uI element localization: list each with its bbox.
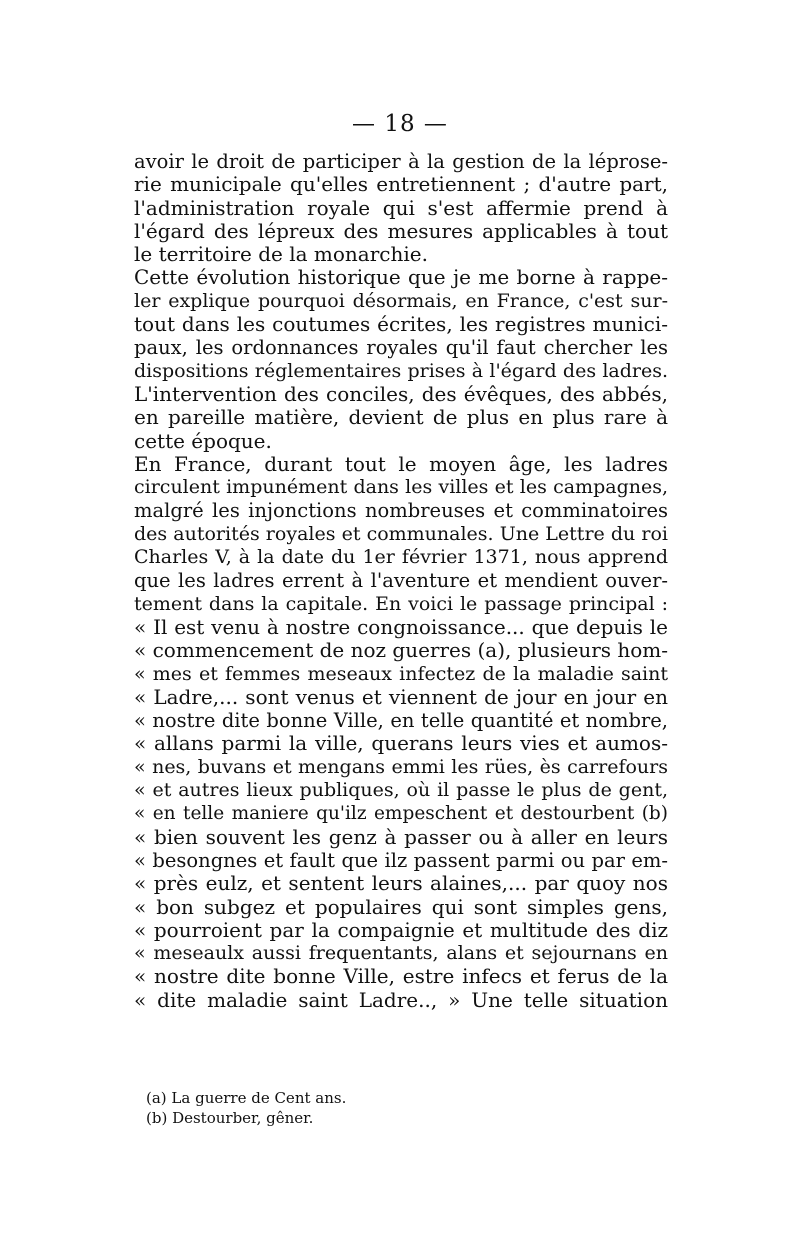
text-line: dispositions réglementaires prises à l'égard des ladres. <box>134 359 668 382</box>
text-line: des autorités royales et communales. Une Lettre du roi <box>134 522 668 545</box>
footnote-a: (a) La guerre de Cent ans. <box>146 1089 347 1107</box>
text-line: « nes, buvans et mengans emmi les rües, ès carrefours <box>134 755 668 778</box>
text-line: « pourroient par la compaignie et multitude des diz <box>134 917 668 942</box>
text-line: avoir le droit de participer à la gestion de la léprose- <box>134 150 668 173</box>
text-line: « et autres lieux publiques, où il passe le plus de gent, <box>134 779 668 802</box>
text-line: que les ladres errent à l'aventure et mendient ouver- <box>134 569 668 593</box>
text-line: « en telle maniere qu'ilz empeschent et destourbent (b) <box>134 803 668 825</box>
text-line: en pareille matière, devient de plus en plus rare à <box>134 405 668 430</box>
footnote-b: (b) Destourber, gêner. <box>146 1109 314 1127</box>
text-line: « meseaulx aussi frequentants, alans et sejournans en <box>134 942 668 965</box>
text-line: cette époque. <box>134 428 272 453</box>
text-line: « près eulz, et sentent leurs alaines,... par quoy nos <box>134 871 668 896</box>
text-line: « nostre dite bonne Ville, en telle quantité et nombre, <box>134 709 668 733</box>
text-line: « nostre dite bonne Ville, estre infecs et ferus de la <box>134 964 668 989</box>
text-line: l'administration royale qui s'est affermie prend à <box>134 195 668 220</box>
text-line: « bien souvent les genz à passer ou à aller en leurs <box>134 824 668 849</box>
text-line: paux, les ordonnances royales qu'il faut chercher les <box>134 336 668 360</box>
page-number: — 18 — <box>352 111 448 137</box>
text-line: tement dans la capitale. En voici le passage principal : <box>134 592 668 615</box>
footnotes <box>146 1088 566 1128</box>
text-line: l'égard des lépreux des mesures applicables à tout <box>134 218 668 243</box>
body-text <box>134 150 668 1012</box>
text-line: « Ladre,... sont venus et viennent de jour en jour en <box>134 684 668 709</box>
text-line: « allans parmi la ville, querans leurs vies et aumos- <box>134 731 668 756</box>
text-line: Cette évolution historique que je me borne à rappe- <box>134 265 668 290</box>
text-line: « mes et femmes meseaux infectez de la maladie saint <box>134 662 668 685</box>
text-line: En France, durant tout le moyen âge, les ladres <box>134 451 668 476</box>
text-line: Charles V, à la date du 1er février 1371, nous apprend <box>134 546 668 569</box>
text-line: « besongnes et fault que ilz passent parmi ou par em- <box>134 848 668 872</box>
text-line: « Il est venu à nostre congnoissance... que depuis le <box>134 614 668 639</box>
text-line: le territoire de la monarchie. <box>134 242 428 267</box>
text-line: tout dans les coutumes écrites, les registres munici- <box>134 312 668 337</box>
text-line: malgré les injonctions nombreuses et comminatoires <box>134 499 668 523</box>
text-line: ler explique pourquoi désormais, en France, c'est sur- <box>134 289 668 312</box>
text-line: « bon subgez et populaires qui sont simples gens, <box>134 894 668 919</box>
text-line: « commencement de noz guerres (a), plusieurs hom- <box>134 638 669 663</box>
text-line: circulent impunément dans les villes et les campagnes, <box>134 476 668 499</box>
text-line: « dite maladie saint Ladre.., » Une telle situation <box>134 987 668 1012</box>
text-line: L'intervention des conciles, des évêques, des abbés, <box>134 381 668 406</box>
text-line: rie municipale qu'elles entretiennent ; d'autre part, <box>134 172 668 197</box>
